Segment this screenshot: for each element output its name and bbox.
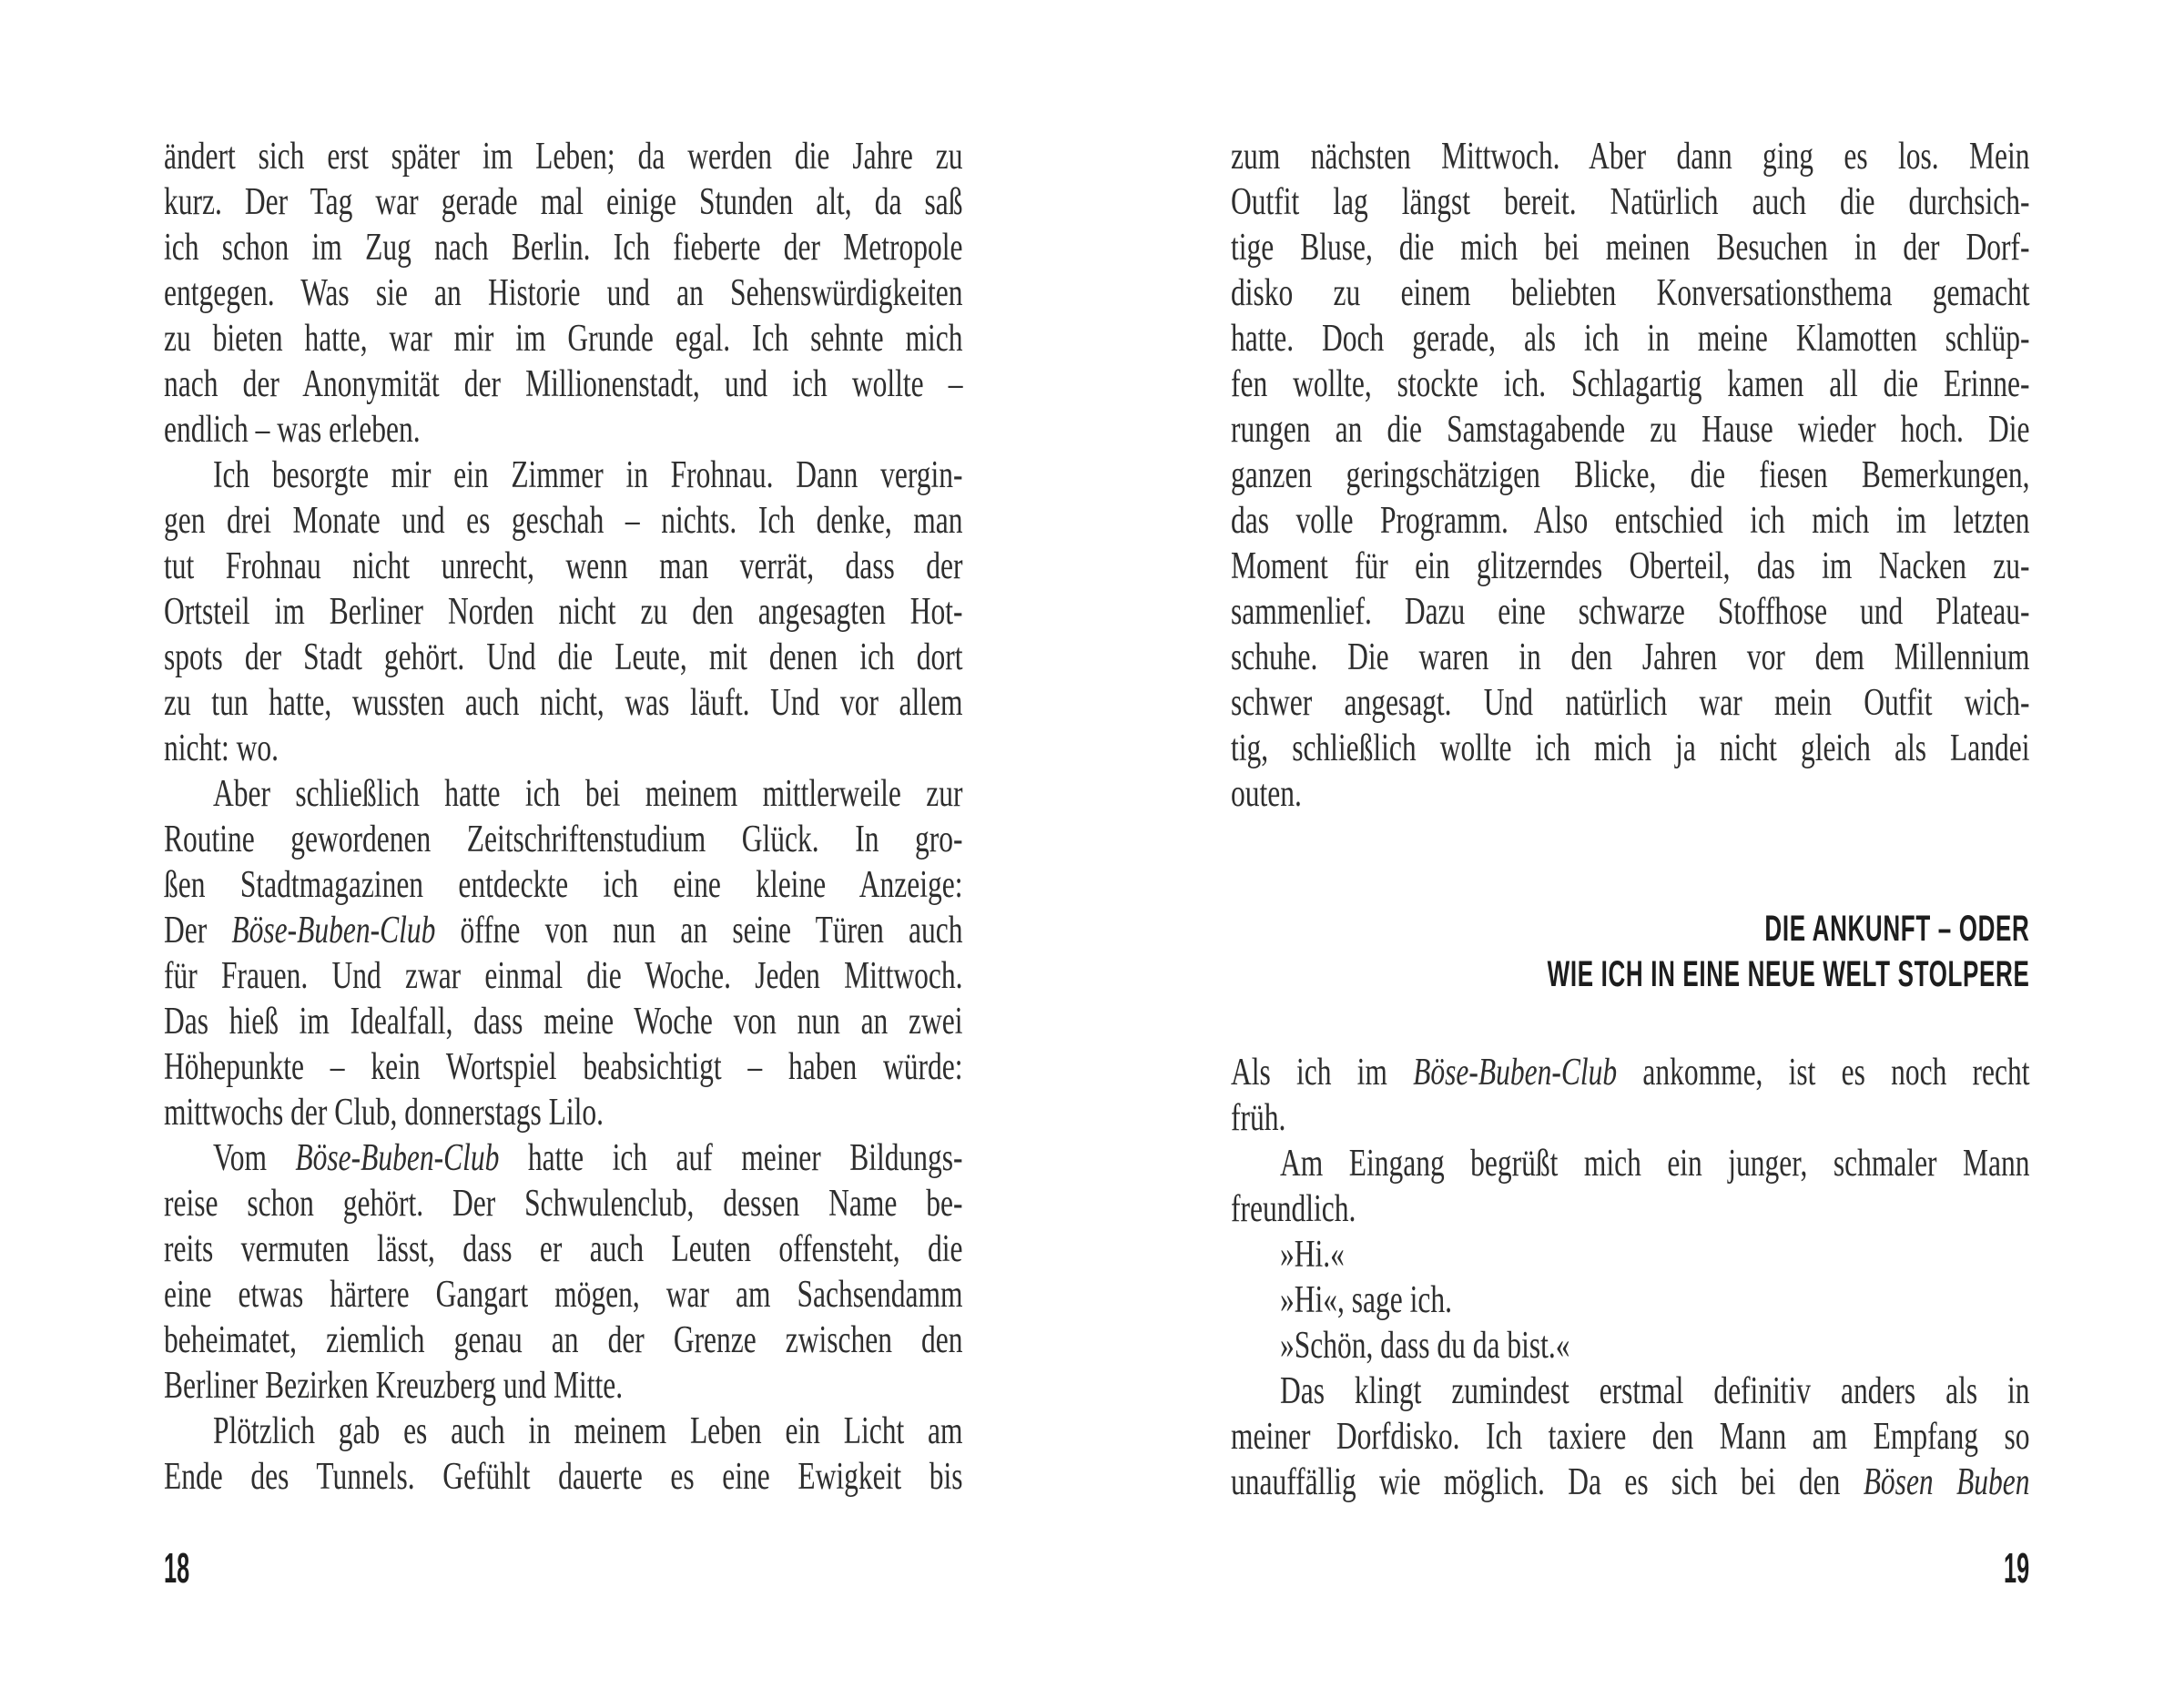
text-line: Aber schließlich hatte ich bei meinem mittlerweile zur [213, 773, 963, 815]
text-line: entgegen. Was sie an Historie und an Sehenswürdigkeiten [164, 272, 963, 314]
text-line: Plötzlich gab es auch in meinem Leben ein Licht am [213, 1410, 963, 1452]
text-line: Das hieß im Idealfall, dass meine Woche von nun an zwei [164, 1001, 963, 1043]
text-line: ich schon im Zug nach Berlin. Ich fieberte der Metropole [164, 227, 963, 269]
text-line: Ortsteil im Berliner Norden nicht zu den angesagten Hot- [164, 591, 963, 633]
paragraph [1231, 1141, 2030, 1232]
text-line: Moment für ein glitzerndes Oberteil, das im Nacken zu- [1231, 545, 2030, 587]
text-line: früh. [1231, 1097, 1286, 1139]
text-line: schwer angesagt. Und natürlich war mein Outfit wich- [1231, 682, 2030, 724]
text-line: mittwochs der Club, donnerstags Lilo. [164, 1092, 604, 1134]
paragraph [164, 1135, 963, 1409]
text-line: tige Bluse, die mich bei meinen Besuchen in der Dorf- [1231, 227, 2030, 269]
text-line: nicht: wo. [164, 727, 279, 769]
text-line: Ich besorgte mir ein Zimmer in Frohnau. Dann vergin- [213, 454, 963, 496]
paragraph [164, 134, 963, 453]
text-line: zum nächsten Mittwoch. Aber dann ging es los. Mein [1231, 136, 2030, 178]
text-line: Ende des Tunnels. Gefühlt dauerte es eine Ewigkeit bis [164, 1456, 963, 1498]
chapter-heading-line: WIE ICH IN EINE NEUE WELT STOLPERE [1547, 954, 2030, 994]
chapter-heading [1337, 906, 2030, 997]
text-line: tig, schließlich wollte ich mich ja nicht gleich als Landei [1231, 727, 2030, 769]
text-line: gen drei Monate und es geschah – nichts. Ich denke, man [164, 500, 963, 542]
paragraph [1231, 1050, 2030, 1141]
text-line: ganzen geringschätzigen Blicke, die fiesen Bemerkungen, [1231, 454, 2030, 496]
text-line: für Frauen. Und zwar einmal die Woche. Jeden Mittwoch. [164, 955, 963, 997]
paragraph [1231, 1368, 2030, 1505]
text-line: Am Eingang begrüßt mich ein junger, schmaler Mann [1280, 1143, 2030, 1185]
text-line: Routine gewordenen Zeitschriftenstudium Glück. In gro- [164, 819, 963, 860]
text-line: »Hi«, sage ich. [1280, 1279, 1452, 1321]
text-line: reits vermuten lässt, dass er auch Leuten offensteht, die [164, 1228, 963, 1270]
paragraph [164, 453, 963, 771]
text-line: Der Böse-Buben-Club öffne von nun an seine Türen auch [164, 910, 963, 951]
text-line: tut Frohnau nicht unrecht, wenn man verrät, dass der [164, 545, 963, 587]
paragraph [164, 771, 963, 1135]
text-line: meiner Dorfdisko. Ich taxiere den Mann am Empfang so [1231, 1416, 2030, 1458]
page-number-left: 18 [164, 1544, 190, 1592]
text-line: rungen an die Samstagabende zu Hause wieder hoch. Die [1231, 409, 2030, 451]
paragraph [1231, 1323, 2030, 1368]
paragraph [164, 1409, 963, 1500]
text-line: Das klingt zumindest erstmal definitiv anders als in [1280, 1370, 2030, 1412]
chapter-heading-line: DIE ANKUNFT – ODER [1764, 909, 2030, 949]
text-line: freundlich. [1231, 1188, 1356, 1230]
text-line: »Schön, dass du da bist.« [1280, 1325, 1570, 1367]
text-line: Als ich im Böse-Buben-Club ankomme, ist es noch recht [1231, 1052, 2030, 1094]
paragraph [1231, 1232, 2030, 1277]
text-line: reise schon gehört. Der Schwulenclub, dessen Name be- [164, 1183, 963, 1225]
text-line: kurz. Der Tag war gerade mal einige Stunden alt, da saß [164, 181, 963, 223]
text-line: endlich – was erleben. [164, 409, 421, 451]
text-line: das volle Programm. Also entschied ich mich im letzten [1231, 500, 2030, 542]
text-line: Höhepunkte – kein Wortspiel beabsichtigt – haben würde: [164, 1046, 963, 1088]
text-line: zu tun hatte, wussten auch nicht, was läuft. Und vor allem [164, 682, 963, 724]
text-line: zu bieten hatte, war mir im Grunde egal. Ich sehnte mich [164, 318, 963, 360]
text-line: eine etwas härtere Gangart mögen, war am Sachsendamm [164, 1274, 963, 1316]
text-line: unauffällig wie möglich. Da es sich bei den Bösen Buben [1231, 1461, 2030, 1503]
paragraph [1231, 134, 2030, 817]
text-line: »Hi.« [1280, 1234, 1345, 1276]
text-line: Berliner Bezirken Kreuzberg und Mitte. [164, 1365, 624, 1407]
left-page-text-column [164, 134, 963, 1500]
text-line: schuhe. Die waren in den Jahren vor dem Millennium [1231, 636, 2030, 678]
text-line: sammenlief. Dazu eine schwarze Stoffhose und Plateau- [1231, 591, 2030, 633]
text-line: disko zu einem beliebten Konversationsthema gemacht [1231, 272, 2030, 314]
text-line: ßen Stadtmagazinen entdeckte ich eine kleine Anzeige: [164, 864, 963, 906]
text-line: outen. [1231, 773, 1302, 815]
text-line: hatte. Doch gerade, als ich in meine Klamotten schlüp- [1231, 318, 2030, 360]
text-line: beheimatet, ziemlich genau an der Grenze zwischen den [164, 1319, 963, 1361]
right-page-text-column [1231, 134, 2030, 1505]
text-line: fen wollte, stockte ich. Schlagartig kamen all die Erinne- [1231, 363, 2030, 405]
text-line: Outfit lag längst bereit. Natürlich auch die durchsich- [1231, 181, 2030, 223]
text-line: Vom Böse-Buben-Club hatte ich auf meiner Bildungs- [213, 1137, 963, 1179]
page-number-right: 19 [2003, 1544, 2029, 1592]
paragraph [1231, 1277, 2030, 1323]
text-line: nach der Anonymität der Millionenstadt, und ich wollte – [164, 363, 963, 405]
text-line: spots der Stadt gehört. Und die Leute, mit denen ich dort [164, 636, 963, 678]
text-line: ändert sich erst später im Leben; da werden die Jahre zu [164, 136, 963, 178]
